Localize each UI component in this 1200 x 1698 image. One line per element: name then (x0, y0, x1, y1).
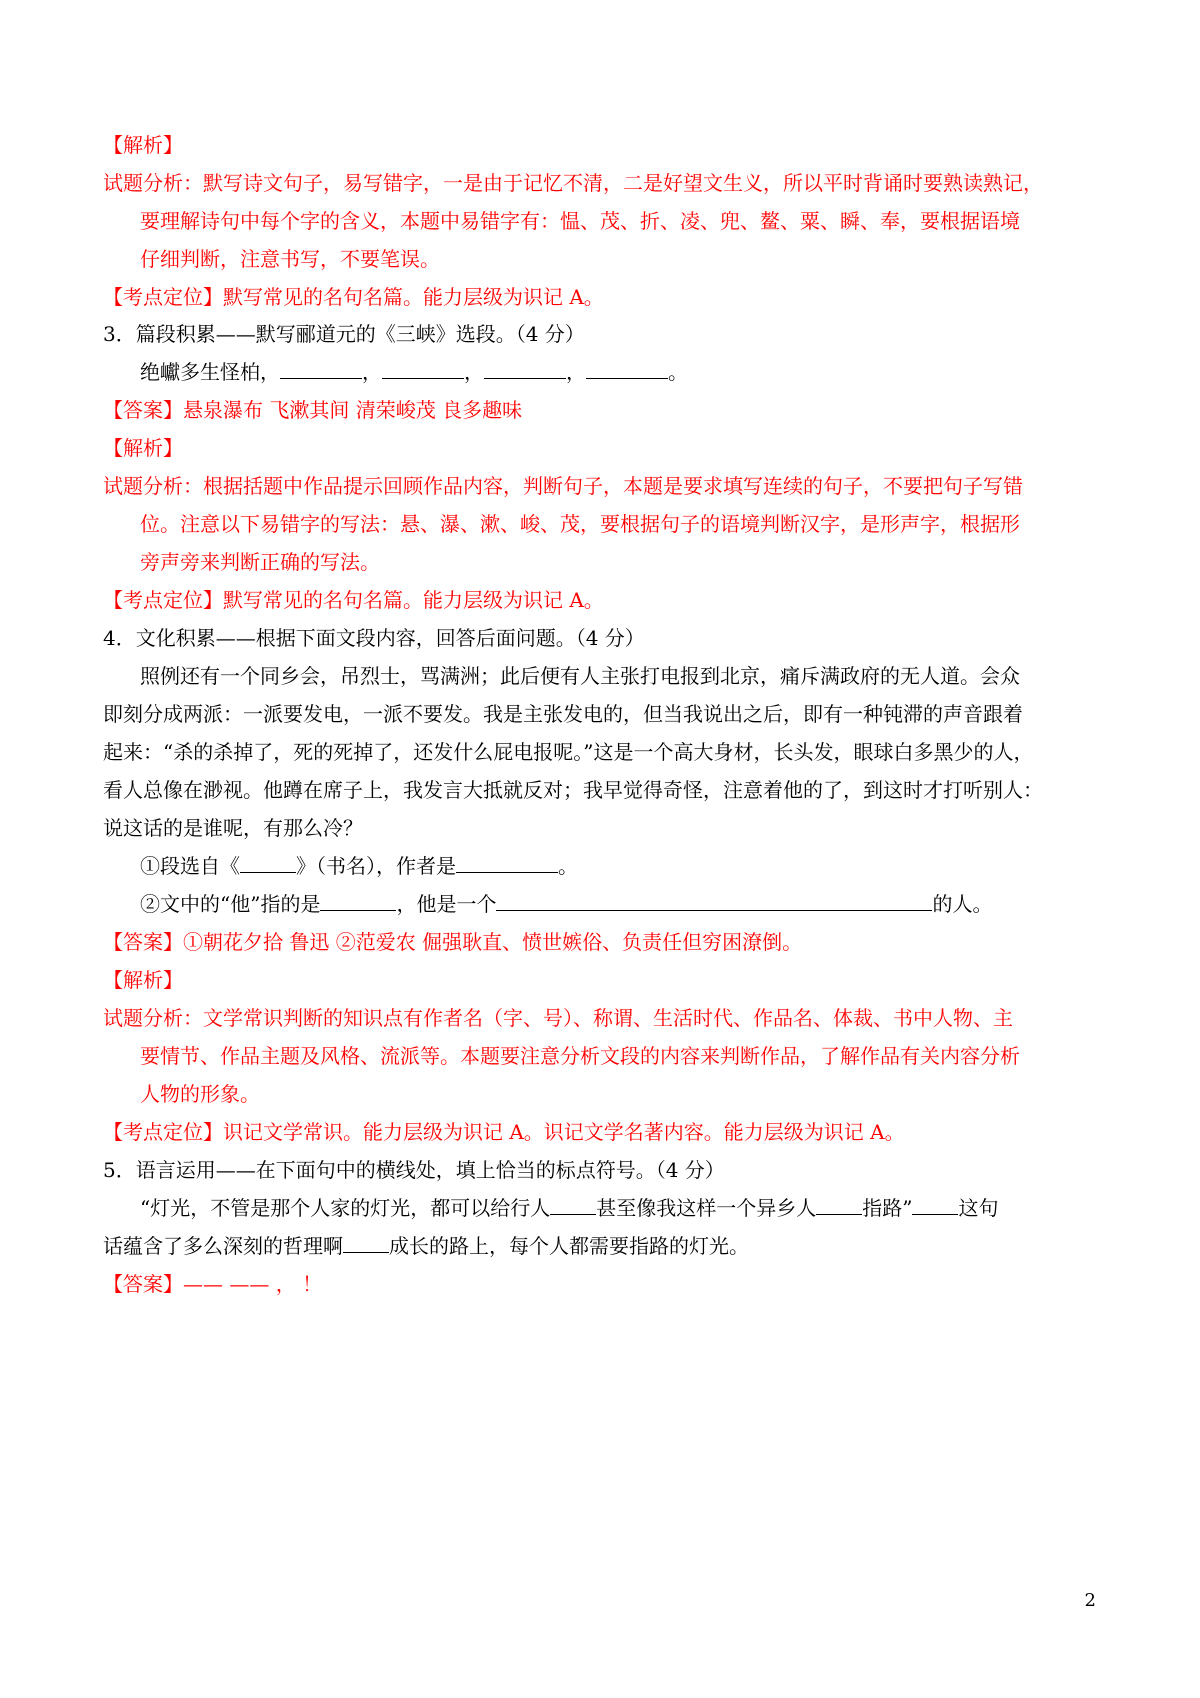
fill-blank (240, 852, 296, 873)
analysis-line: 仔细判断，注意书写，不要笔误。 (140, 247, 440, 271)
fill-blank (320, 890, 396, 911)
question-3-title: 3．篇段积累——默写郦道元的《三峡》选段。（4 分） (103, 322, 585, 346)
question-5-sentence-cont: 话蕴含了多么深刻的哲理啊 成长的路上，每个人都需要指路的灯光。 (103, 1234, 749, 1258)
analysis-line: 位。注意以下易错字的写法：悬、瀑、漱、峻、茂，要根据句子的语境判断汉字，是形声字，根据形 (140, 512, 1020, 536)
analysis-line: 要情节、作品主题及风格、流派等。本题要注意分析文段的内容来判断作品，了解作品有关内容分析 (140, 1044, 1020, 1068)
fill-blank (456, 852, 558, 873)
fill-blank (280, 358, 362, 379)
fill-blank (343, 1232, 389, 1253)
answer-line: 【答案】悬泉瀑布 飞漱其间 清荣峻茂 良多趣味 (103, 398, 523, 422)
question-5-sentence: “灯光，不管是那个人家的灯光，都可以给行人 甚至像我这样一个异乡人 指路” 这句 (140, 1196, 999, 1220)
analysis-line: 人物的形象。 (140, 1082, 260, 1106)
jiexi-label: 【解析】 (103, 968, 183, 992)
passage-line: 起来：“杀的杀掉了，死的死掉了，还发什么屁电报呢。”这是一个高大身材，长头发，眼球白多黑少的人， (103, 740, 1034, 764)
analysis-line: 试题分析：默写诗文句子，易写错字，一是由于记忆不清，二是好望文生义，所以平时背诵时要熟读熟记， (103, 171, 1043, 195)
page-number: 2 (1084, 1590, 1096, 1611)
question-3-prompt: 绝巘多生怪柏， ， ， ， 。 (140, 360, 688, 384)
jiexi-label: 【解析】 (103, 436, 183, 460)
analysis-line: 要理解诗句中每个字的含义，本题中易错字有：愠、茂、折、凌、兜、鳌、粟、瞬、奉，要根据语境 (140, 209, 1020, 233)
passage-line: 照例还有一个同乡会，吊烈士，骂满洲；此后便有人主张打电报到北京，痛斥满政府的无人道。会众 (140, 664, 1020, 688)
analysis-line: 试题分析：文学常识判断的知识点有作者名（字、号）、称谓、生活时代、作品名、体裁、书中人物、主 (103, 1006, 1013, 1030)
question-5-title: 5．语言运用——在下面句中的横线处，填上恰当的标点符号。（4 分） (103, 1158, 725, 1182)
sub-question-1: ①段选自《 》（书名），作者是 。 (140, 854, 578, 878)
sub-question-2: ②文中的“他”指的是 ，他是一个 的人。 (140, 892, 993, 916)
kaodian-line: 【考点定位】默写常见的名句名篇。能力层级为识记 A。 (103, 285, 604, 309)
kaodian-line: 【考点定位】识记文学常识。能力层级为识记 A。识记文学名著内容。能力层级为识记 A。 (103, 1120, 905, 1144)
analysis-line: 旁声旁来判断正确的写法。 (140, 550, 380, 574)
passage-line: 看人总像在渺视。他蹲在席子上，我发言大抵就反对；我早觉得奇怪，注意着他的了，到这时才打听别人： (103, 778, 1043, 802)
answer-line: 【答案】①朝花夕拾 鲁迅 ②范爱农 倔强耿直、愤世嫉俗、负责任但穷困潦倒。 (103, 930, 803, 954)
jiexi-label: 【解析】 (103, 133, 183, 157)
fill-blank (816, 1194, 862, 1215)
kaodian-line: 【考点定位】默写常见的名句名篇。能力层级为识记 A。 (103, 588, 604, 612)
fill-blank (496, 890, 932, 911)
fill-blank (382, 358, 464, 379)
analysis-line: 试题分析：根据括题中作品提示回顾作品内容，判断句子，本题是要求填写连续的句子，不要把句子写错 (103, 474, 1023, 498)
fill-blank (484, 358, 566, 379)
question-4-title: 4．文化积累——根据下面文段内容，回答后面问题。（4 分） (103, 626, 645, 650)
passage-line: 说这话的是谁呢，有那么冷？ (103, 816, 363, 840)
answer-line: 【答案】—— —— ， ！ (103, 1272, 323, 1296)
passage-line: 即刻分成两派：一派要发电，一派不要发。我是主张发电的，但当我说出之后，即有一种钝滞的声音跟着 (103, 702, 1023, 726)
fill-blank (912, 1194, 958, 1215)
fill-blank (550, 1194, 596, 1215)
fill-blank (586, 358, 668, 379)
